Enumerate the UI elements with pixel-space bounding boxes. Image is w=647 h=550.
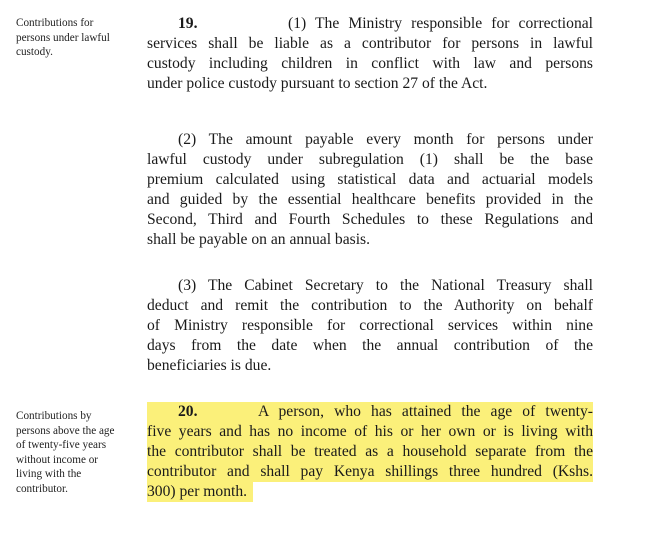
text-line-highlighted: the contributor shall be treated as a household separate from the: [147, 443, 593, 460]
note-line: Contributions by: [16, 410, 92, 422]
note-line: living with the: [16, 468, 82, 481]
note-line: of twenty-five years: [16, 439, 107, 452]
section-20-highlighted: [147, 402, 593, 502]
text-line: custody including children in conflict with law and persons: [147, 55, 593, 72]
section-number: 20.: [178, 403, 198, 420]
text-line: premium calculated using statistical data and actuarial models: [147, 171, 593, 188]
text-line-highlighted: 300) per month.: [147, 482, 253, 502]
note-line: persons above the age: [16, 424, 115, 437]
note-line: without income or: [16, 453, 99, 466]
text-line: lawful custody under subregulation (1) shall be the base: [147, 151, 593, 168]
text-line: of Ministry responsible for correctional services within nine: [147, 317, 593, 334]
text-line: days from the date when the annual contribution of the: [147, 337, 593, 354]
section-19-subsection-3: [147, 276, 593, 376]
note-line: persons under lawful: [16, 31, 110, 44]
section-number: 19.: [178, 15, 198, 32]
margin-note-custody: [16, 16, 134, 60]
text-line: (2) The amount payable every month for persons under: [178, 131, 593, 148]
note-line: Contributions for: [16, 17, 94, 29]
section-19-subsection-2: [147, 130, 593, 250]
section-19-subsection-1: [147, 14, 593, 94]
text-line: beneficiaries is due.: [147, 357, 272, 374]
margin-note-above-twenty-five: [16, 409, 138, 497]
text-line: services shall be liable as a contributor for persons in lawful: [147, 35, 593, 52]
text-line: shall be payable on an annual basis.: [147, 231, 371, 248]
note-line: contributor.: [16, 482, 68, 495]
text-line: Second, Third and Fourth Schedules to these Regulations and: [147, 211, 593, 228]
text-line-highlighted: 20. A person, who has attained the age of twenty-: [147, 402, 593, 422]
text-line: 19. (1) The Ministry responsible for correctional: [178, 15, 593, 32]
text-line: under police custody pursuant to section 27 of the Act.: [147, 75, 488, 92]
text-line: (3) The Cabinet Secretary to the National Treasury shall: [178, 277, 593, 294]
note-line: custody.: [16, 46, 53, 59]
text-line-highlighted: contributor and shall pay Kenya shillings three hundred (Kshs.: [147, 463, 593, 480]
text-line: deduct and remit the contribution to the Authority on behalf: [147, 297, 593, 314]
text-line-highlighted: five years and has no income of his or her own or is living with: [147, 423, 593, 440]
text-line: and guided by the essential healthcare benefits provided in the: [147, 191, 593, 208]
